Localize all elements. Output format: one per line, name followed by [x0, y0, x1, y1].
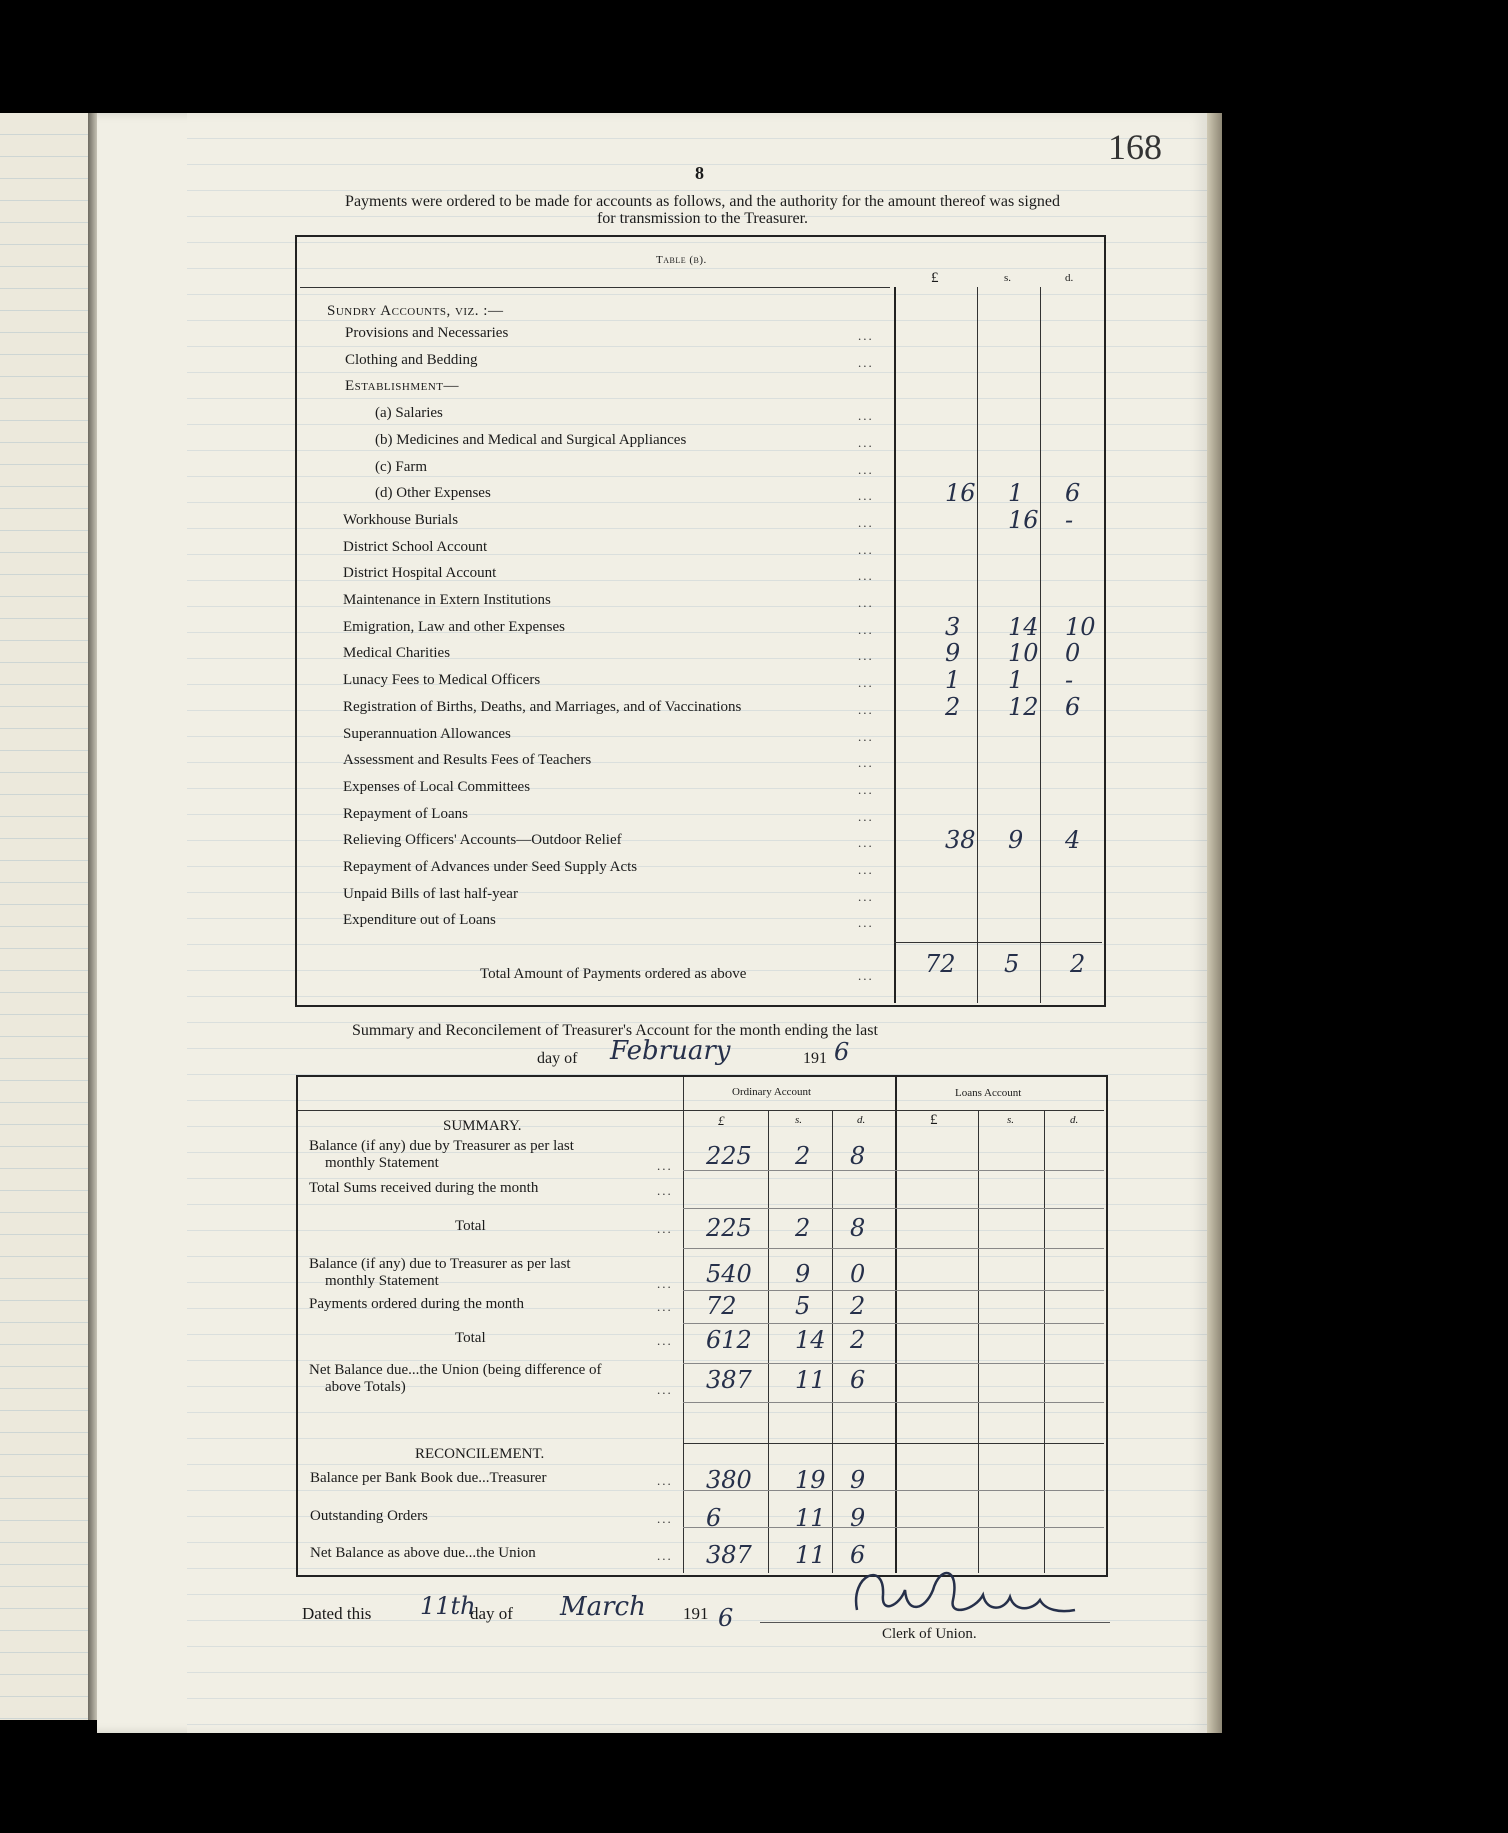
summary-loans-s-line	[978, 1110, 979, 1573]
leader-dots: ...	[858, 915, 874, 931]
table-b-title: Table (b).	[656, 254, 707, 266]
leader-dots: ...	[657, 1221, 673, 1236]
leader-dots: ...	[657, 1333, 673, 1348]
leader-dots: ...	[858, 888, 874, 904]
table-b-row-label: Emigration, Law and other Expenses	[343, 618, 566, 635]
dated-year-prefix: 191	[683, 1604, 709, 1623]
table-b-row-label: Clothing and Bedding	[345, 351, 478, 368]
summary-row-l: 72	[706, 1292, 737, 1320]
summary-row-d: 0	[850, 1260, 866, 1288]
summary-row-rule	[683, 1248, 1104, 1249]
summary-row-label: Payments ordered during the month	[309, 1296, 524, 1312]
loans-account-header: Loans Account	[955, 1087, 1022, 1099]
reconcilement-heading: RECONCILEMENT.	[415, 1446, 545, 1462]
table-b-total-s: 5	[1004, 950, 1020, 978]
summary-row-d: 9	[850, 1504, 866, 1532]
leader-dots: ...	[657, 1158, 673, 1173]
leader-dots: ...	[858, 354, 874, 370]
summary-row-s: 5	[795, 1292, 811, 1320]
leader-dots: ...	[858, 621, 874, 637]
summary-row-label: Balance (if any) due by Treasurer as per last	[309, 1138, 574, 1154]
leader-dots: ...	[858, 675, 874, 691]
leader-dots: ...	[657, 1473, 673, 1488]
table-b-row-d: 4	[1065, 826, 1081, 855]
left-page	[0, 113, 91, 1720]
summary-row-label: Balance (if any) due to Treasurer as per last	[309, 1256, 571, 1272]
table-b-col-d: d.	[1065, 272, 1074, 284]
table-b-row-label: (a) Salaries	[375, 405, 443, 422]
summary-title-day-of: day of	[537, 1050, 578, 1067]
table-b-row-l: 3	[945, 612, 961, 641]
table-b-row-s: 10	[1008, 639, 1039, 668]
leader-dots: ...	[858, 461, 874, 477]
summary-row-label: Total	[455, 1218, 486, 1234]
summary-row-s: 11	[795, 1366, 826, 1394]
summary-month: February	[610, 1036, 731, 1066]
table-b-row-label: Assessment and Results Fees of Teachers	[343, 752, 592, 769]
summary-row-l: 387	[706, 1541, 752, 1569]
leader-dots: ...	[657, 1382, 673, 1397]
summary-row-d: 6	[850, 1366, 866, 1394]
table-b-total-l: 72	[925, 950, 956, 978]
leader-dots: ...	[858, 835, 874, 851]
leader-dots: ...	[657, 1276, 673, 1291]
summary-row-s: 9	[795, 1260, 811, 1288]
table-b-row-label: Repayment of Advances under Seed Supply Acts	[343, 859, 638, 875]
table-b-row-s: 1	[1008, 666, 1024, 695]
table-b-row-l: 2	[945, 692, 961, 721]
table-b-total-d: 2	[1070, 950, 1086, 978]
summary-row-l: 6	[706, 1504, 722, 1532]
leader-dots: ...	[858, 648, 874, 664]
table-b-row-label: Expenditure out of Loans	[343, 912, 496, 929]
table-b-col-l: £	[931, 270, 939, 286]
summary-row-s: 11	[795, 1541, 826, 1569]
summary-label-col-line	[683, 1077, 684, 1573]
summary-row-l: 540	[706, 1260, 752, 1288]
summary-row-d: 8	[850, 1142, 866, 1170]
table-b-row-label: Maintenance in Extern Institutions	[343, 592, 551, 608]
table-b-row-d: -	[1065, 666, 1074, 695]
summary-row-rule	[683, 1170, 1104, 1171]
leader-dots: ...	[858, 595, 874, 610]
summary-row-label: Net Balance as above due...the Union	[310, 1545, 536, 1561]
sundry-heading: Sundry Accounts, viz. :—	[327, 303, 504, 319]
ordinary-col-d: d.	[857, 1114, 866, 1126]
table-b-row-label: Unpaid Bills of last half-year	[343, 885, 518, 902]
table-b-row-label: Medical Charities	[343, 645, 451, 662]
table-b-row-label: Establishment—	[345, 378, 460, 395]
table-b-row-s: 16	[1008, 505, 1039, 534]
loans-col-d: d.	[1070, 1114, 1079, 1126]
table-b-row-label: Repayment of Loans	[343, 805, 468, 822]
summary-year: 6	[834, 1038, 850, 1066]
ordinary-col-l: £	[718, 1113, 725, 1128]
dated-prefix: Dated this	[302, 1604, 372, 1623]
leader-dots: ...	[657, 1299, 673, 1314]
summary-title-year-prefix: 191	[803, 1050, 827, 1067]
leader-dots: ...	[858, 488, 874, 504]
summary-heading: SUMMARY.	[443, 1118, 522, 1134]
page-edge	[1207, 113, 1222, 1733]
summary-row-l: 225	[706, 1214, 752, 1242]
table-b-row-l: 16	[945, 479, 976, 508]
table-b-row-s: 14	[1008, 612, 1039, 641]
summary-row-d: 9	[850, 1466, 866, 1494]
table-b-total-label: Total Amount of Payments ordered as above	[480, 966, 747, 982]
table-b-row-label: Lunacy Fees to Medical Officers	[343, 672, 541, 689]
summary-row-rule	[683, 1290, 1104, 1291]
leader-dots: ...	[858, 808, 874, 824]
dated-month: March	[560, 1592, 646, 1622]
dated-year: 6	[718, 1604, 734, 1632]
summary-row-s: 2	[795, 1214, 811, 1242]
intro-text: Payments were ordered to be made for accounts as follows, and the authority for the amount thereof was signed for transmission to the Treasurer.	[345, 193, 1060, 227]
table-b-row-label: District Hospital Account	[343, 565, 497, 582]
leader-dots: ...	[858, 755, 874, 771]
summary-row-d: 6	[850, 1541, 866, 1569]
summary-row-rule	[683, 1363, 1104, 1364]
summary-row-label: Total	[455, 1330, 486, 1346]
summary-row-rule	[683, 1402, 1104, 1403]
leader-dots: ...	[858, 434, 874, 450]
signature-mark	[845, 1555, 1085, 1625]
table-b-row-label: Workhouse Burials	[343, 511, 459, 528]
summary-row-label: Outstanding Orders	[310, 1508, 428, 1524]
table-b-row-s: 12	[1008, 692, 1039, 721]
summary-row-label: Net Balance due...the Union (being difference of	[309, 1362, 602, 1378]
leader-dots: ...	[858, 408, 874, 424]
leader-dots: ...	[657, 1511, 673, 1526]
summary-row-l: 612	[706, 1326, 752, 1354]
summary-row-d: 2	[850, 1326, 866, 1354]
ordinary-col-s: s.	[795, 1114, 803, 1126]
summary-row-rule	[683, 1527, 1104, 1528]
summary-row-l: 225	[706, 1142, 752, 1170]
summary-row-label-continued: monthly Statement	[325, 1155, 439, 1171]
ordinary-account-header: Ordinary Account	[732, 1086, 812, 1098]
table-b-col-s-line	[977, 287, 978, 1003]
table-b-row-label: Relieving Officers' Accounts—Outdoor Relief	[343, 832, 622, 849]
table-b-total-dots: ...	[858, 968, 874, 983]
leader-dots: ...	[657, 1183, 673, 1198]
summary-row-d: 2	[850, 1292, 866, 1320]
table-b-col-d-line	[1040, 287, 1041, 1003]
table-b-row-l: 38	[945, 826, 976, 855]
summary-header-rule	[298, 1110, 1104, 1111]
summary-ord-s-line	[768, 1110, 769, 1573]
summary-row-s: 2	[795, 1142, 811, 1170]
leader-dots: ...	[858, 568, 874, 584]
leader-dots: ...	[657, 1548, 673, 1563]
table-b-row-d: 6	[1065, 479, 1081, 508]
table-b-col-l-line	[894, 287, 896, 1003]
page-number: 168	[1108, 127, 1162, 167]
table-b-row-label: (d) Other Expenses	[375, 485, 491, 502]
leader-dots: ...	[858, 701, 874, 717]
summary-row-rule	[683, 1323, 1104, 1324]
summary-row-d: 8	[850, 1214, 866, 1242]
reconcilement-rule	[683, 1443, 1104, 1444]
summary-ord-d-line	[832, 1110, 833, 1573]
table-b-row-label: Superannuation Allowances	[343, 725, 511, 742]
summary-loans-d-line	[1044, 1110, 1045, 1573]
summary-row-label: Balance per Bank Book due...Treasurer	[310, 1470, 547, 1486]
summary-title-line-1: Summary and Reconcilement of Treasurer's Account for the month ending the last	[352, 1022, 878, 1039]
table-b-row-label: Provisions and Necessaries	[345, 325, 509, 341]
summary-row-l: 380	[706, 1466, 752, 1494]
loans-col-s: s.	[1007, 1114, 1015, 1126]
leader-dots: ...	[858, 328, 874, 343]
table-b-row-d: -	[1065, 505, 1074, 534]
table-b-row-label: (b) Medicines and Medical and Surgical Appliances	[375, 431, 687, 448]
table-b-row-s: 9	[1008, 826, 1024, 855]
table-b-col-s: s.	[1004, 272, 1012, 284]
table-b-row-label: Expenses of Local Committees	[343, 778, 531, 795]
table-b-row-d: 0	[1065, 639, 1081, 668]
leader-dots: ...	[858, 781, 874, 797]
leader-dots: ...	[858, 514, 874, 530]
table-b-row-d: 6	[1065, 692, 1081, 721]
dated-mid: day of	[470, 1604, 513, 1623]
table-b-row-label: District School Account	[343, 538, 488, 555]
dated-day: 11th	[420, 1592, 476, 1620]
table-b-header-rule	[300, 287, 890, 288]
summary-row-s: 19	[795, 1466, 826, 1494]
table-b-row-s: 1	[1008, 479, 1024, 508]
leader-dots: ...	[858, 541, 874, 557]
table-b-row-d: 10	[1065, 612, 1096, 641]
leader-dots: ...	[858, 862, 874, 877]
sheet-number: 8	[695, 163, 704, 183]
table-b-row-label: (c) Farm	[375, 458, 428, 475]
summary-row-s: 14	[795, 1326, 826, 1354]
signature-caption: Clerk of Union.	[882, 1626, 977, 1642]
summary-row-s: 11	[795, 1504, 826, 1532]
summary-row-l: 387	[706, 1366, 752, 1394]
summary-row-label: Total Sums received during the month	[309, 1180, 539, 1196]
table-b-row-l: 9	[945, 639, 961, 668]
summary-row-rule	[683, 1208, 1104, 1209]
table-b-row-label: Registration of Births, Deaths, and Marriages, and of Vaccinations	[343, 698, 742, 715]
summary-loans-col-line	[895, 1077, 897, 1573]
loans-col-l: £	[930, 1112, 938, 1128]
leader-dots: ...	[858, 728, 874, 744]
table-b-total-rule	[894, 942, 1102, 943]
summary-row-label-continued: monthly Statement	[325, 1273, 439, 1289]
table-b-row-l: 1	[945, 666, 961, 695]
summary-row-label-continued: above Totals)	[325, 1379, 406, 1395]
